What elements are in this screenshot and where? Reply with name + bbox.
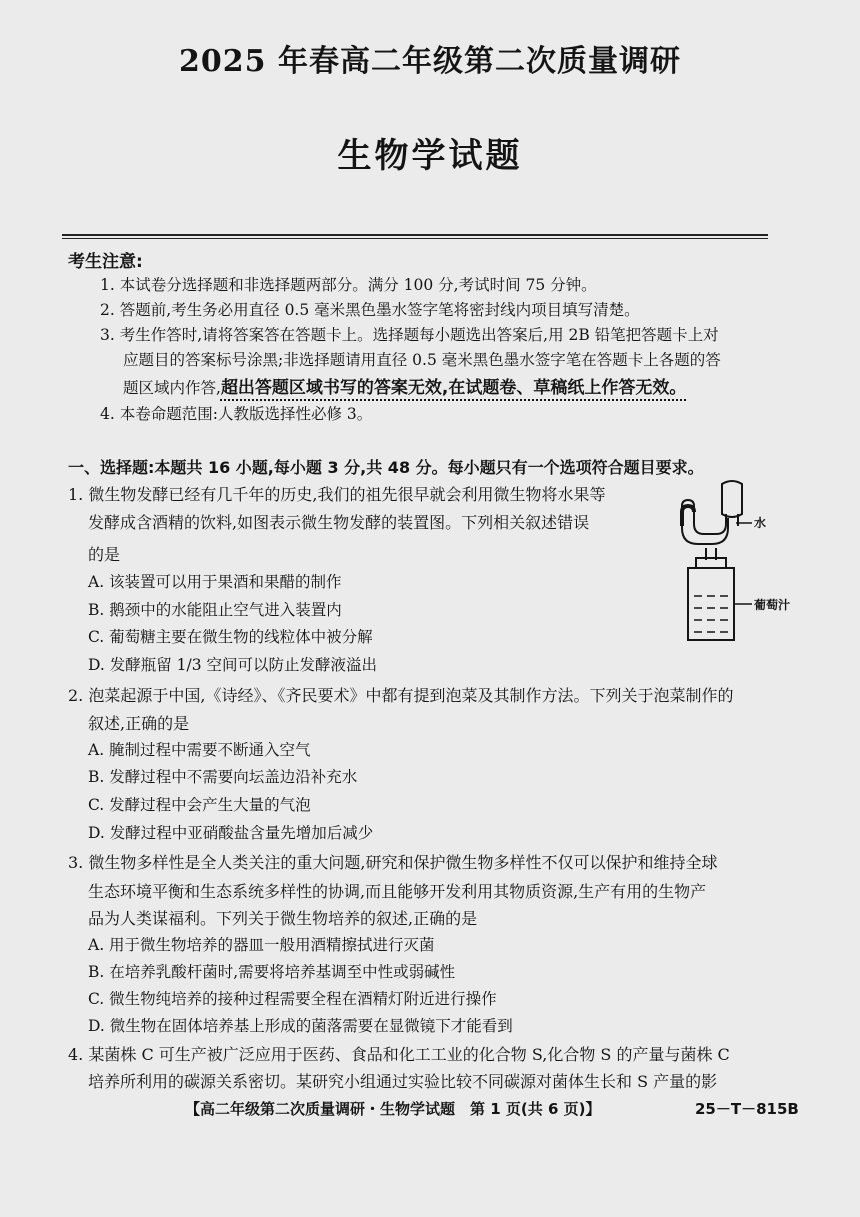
q1-option-a: A. 该装置可以用于果酒和果醋的制作	[88, 573, 342, 591]
header-rule-top	[62, 234, 768, 236]
exam-code: 25－T－815B	[695, 1100, 799, 1118]
diagram-label-water: 水	[754, 516, 767, 530]
q4-stem-line-1: 4. 某菌株 C 可生产被广泛应用于医药、食品和化工工业的化合物 S,化合物 S 的产量与菌株 C	[68, 1045, 730, 1064]
q2-option-c: C. 发酵过程中会产生大量的气泡	[88, 796, 311, 814]
diagram-label-juice: 葡萄汁	[754, 598, 791, 612]
page-footer: 【高二年级第二次质量调研・生物学试题 第 1 页(共 6 页)】	[185, 1100, 601, 1118]
page-title: 2025 年春高二年级第二次质量调研	[179, 44, 681, 79]
notice-item-2: 2. 答题前,考生务必用直径 0.5 毫米黑色墨水签字笔将密封线内项目填写清楚。	[100, 301, 640, 319]
q1-stem-line-1: 1. 微生物发酵已经有几千年的历史,我们的祖先很早就会利用微生物将水果等	[68, 485, 606, 504]
page-subtitle: 生物学试题	[337, 136, 523, 176]
q3-stem-line-2: 生态环境平衡和生态系统多样性的协调,而且能够开发利用其物质资源,生产有用的生物产	[88, 882, 707, 901]
fermentation-apparatus-diagram	[670, 478, 780, 648]
q1-option-d: D. 发酵瓶留 1/3 空间可以防止发酵液溢出	[88, 656, 378, 674]
q2-option-d: D. 发酵过程中亚硝酸盐含量先增加后减少	[88, 824, 374, 842]
notice-item-4: 4. 本卷命题范围:人教版选择性必修 3。	[100, 405, 373, 423]
q2-stem-line-1: 2. 泡菜起源于中国,《诗经》、《齐民要术》中都有提到泡菜及其制作方法。下列关于泡菜制作的	[68, 686, 734, 705]
notice-item-3-end: 题区域内作答,超出答题区域书写的答案无效,在试题卷、草稿纸上作答无效。	[123, 378, 687, 398]
q1-stem-line-2: 发酵成含酒精的饮料,如图表示微生物发酵的装置图。下列相关叙述错误	[88, 513, 590, 532]
notice-item-3: 3. 考生作答时,请将答案答在答题卡上。选择题每小题选出答案后,用 2B 铅笔把答题卡上对	[100, 326, 719, 344]
header-rule-bottom	[62, 238, 768, 239]
q3-option-c: C. 微生物纯培养的接种过程需要全程在酒精灯附近进行操作	[88, 990, 497, 1008]
q1-option-b: B. 鹅颈中的水能阻止空气进入装置内	[88, 601, 342, 619]
notice-heading: 考生注意:	[68, 252, 143, 272]
q3-option-a: A. 用于微生物培养的器皿一般用酒精擦拭进行灭菌	[88, 936, 435, 954]
q1-option-c: C. 葡萄糖主要在微生物的线粒体中被分解	[88, 628, 373, 646]
q2-option-a: A. 腌制过程中需要不断通入空气	[88, 741, 311, 759]
section-heading: 一、选择题:本题共 16 小题,每小题 3 分,共 48 分。每小题只有一个选项符合题目要求。	[68, 458, 704, 477]
q4-stem-line-2: 培养所利用的碳源关系密切。某研究小组通过实验比较不同碳源对菌体生长和 S 产量的影	[88, 1072, 718, 1091]
q3-option-b: B. 在培养乳酸杆菌时,需要将培养基调至中性或弱碱性	[88, 963, 456, 981]
q1-stem-line-3: 的是	[88, 545, 121, 564]
q2-option-b: B. 发酵过程中不需要向坛盖边沿补充水	[88, 768, 358, 786]
q3-stem-line-3: 品为人类谋福利。下列关于微生物培养的叙述,正确的是	[88, 909, 478, 928]
q3-option-d: D. 微生物在固体培养基上形成的菌落需要在显微镜下才能看到	[88, 1017, 513, 1035]
notice-item-1: 1. 本试卷分选择题和非选择题两部分。满分 100 分,考试时间 75 分钟。	[100, 276, 597, 294]
notice-emphasis: 超出答题区域书写的答案无效,在试题卷、草稿纸上作答无效。	[220, 378, 687, 398]
q2-stem-line-2: 叙述,正确的是	[88, 714, 190, 733]
notice-item-3-cont: 应题目的答案标号涂黑;非选择题请用直径 0.5 毫米黑色墨水签字笔在答题卡上各题的答	[123, 351, 721, 369]
q3-stem-line-1: 3. 微生物多样性是全人类关注的重大问题,研究和保护微生物多样性不仅可以保护和维持全球	[68, 853, 718, 872]
